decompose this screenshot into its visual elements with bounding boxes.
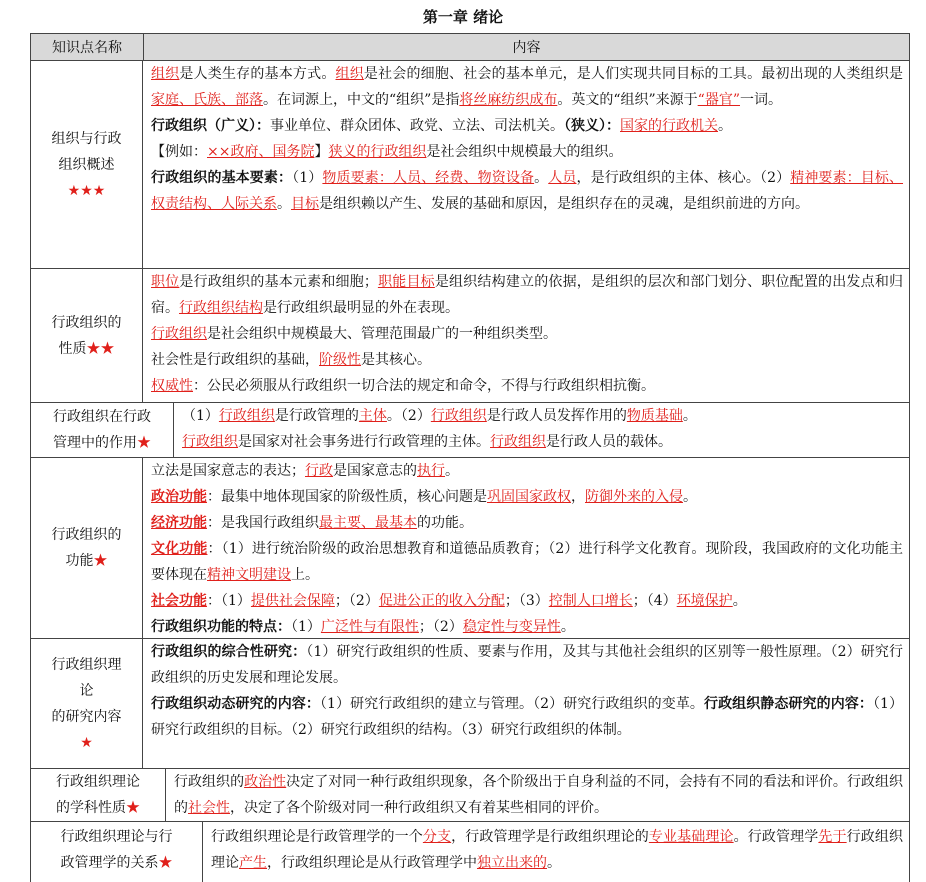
text-segment: 行政组织的基本要素： [151,170,293,186]
text-segment: ：（1） [207,593,251,609]
content-paragraph [151,165,903,217]
text-segment: （1）研究行政组织的建立与管理。（2）研究行政组织的变革。 [319,696,704,712]
text-segment: 是行政人员的载体。 [546,434,672,450]
text-segment: 政管理学的关系 [60,855,159,871]
text-segment: （1） [292,170,323,186]
text-segment: ， [571,489,585,505]
topic-name [31,269,143,402]
star-rating: ★ [93,553,108,569]
header-name-col: 知识点名称 [31,34,144,60]
text-segment: 行政组织理论 [56,774,140,790]
content-paragraph [151,588,903,614]
text-segment: ：是我国行政组织 [207,515,319,531]
text-segment: 行政 [305,463,333,479]
text-segment: 的研究内容 [51,708,122,725]
text-segment: 行政组织 [218,408,275,424]
content-paragraph [151,269,903,321]
text-segment: 主体 [358,408,387,424]
text-segment: 行政组织 [151,326,207,342]
text-segment: 是人类生存的基本方式。 [179,66,336,82]
text-segment: 。行政管理学 [733,829,819,845]
table-header [30,33,910,61]
text-segment: 的学科性质 [56,800,126,816]
text-segment: 功能 [65,553,94,569]
text-segment: 。 [732,593,747,609]
text-segment: 的功能。 [417,515,473,531]
topic-content [143,269,909,402]
text-segment: 行政组织动态研究的内容： [151,696,320,712]
text-segment: 文化功能 [151,541,208,557]
text-segment: 行政组织理 [51,656,122,673]
text-segment: ，是行政组织的主体、核心。（2） [576,170,791,186]
text-segment: 精神文明建设 [207,567,291,583]
text-segment: 决定了对同一种行政组织现象，各个阶级出于自身利益的不同，会持有不同的看法和评价。行政组织的 [174,774,904,816]
text-segment: 论 [79,682,94,699]
topic-content [143,639,909,768]
text-segment: ，决定了各个阶级对同一种行政组织又有着某些相同的评价。 [230,800,608,816]
text-segment: 。 [277,196,291,212]
text-segment: 行政组织（广义）： [151,118,270,134]
text-segment: 组织概述 [58,156,115,173]
text-segment: 组织与行政 [51,130,122,147]
text-segment: 社会性 [188,800,230,816]
star-rating: ★★★ [67,182,106,199]
text-segment: 。 [718,118,732,134]
text-segment: 家庭、氏族、部落 [151,92,263,108]
text-segment: 国家的行政机关 [620,118,718,134]
text-segment: 目标 [291,196,319,212]
text-segment: 巩固国家政权 [487,489,571,505]
text-segment: 行政组织理论是行政管理学的一个 [211,829,423,845]
text-segment: ；（2） [334,593,379,609]
text-segment: 防御外来的入侵 [585,489,683,505]
topic-name [31,403,174,457]
text-segment: 政治性 [244,774,287,790]
page-title: 第一章 绪论 [422,8,504,26]
text-segment: 。 [682,408,697,424]
content-paragraph [151,347,903,373]
text-segment: 管理中的作用 [53,435,137,451]
text-segment: ，行政组织理论是从行政管理学中 [267,855,477,871]
text-segment: 职能目标 [377,274,435,290]
text-segment: 提供社会保障 [250,593,335,609]
text-segment: 物质基础 [626,408,683,424]
text-segment: 职位 [151,274,180,290]
text-segment: 经济功能 [151,515,207,531]
text-segment: 行政组织功能的特点： [151,619,291,635]
content-paragraph [182,429,903,455]
text-segment: 狭义的行政组织 [328,144,427,160]
text-segment: 【例如： [151,144,207,160]
text-segment: 。 [683,489,697,505]
star-rating: ★ [126,800,140,816]
topic-name [31,61,143,268]
text-segment: （1） [291,619,321,635]
text-segment: 。 [445,463,459,479]
text-segment: ；（2） [418,619,463,635]
content-paragraph [151,321,903,347]
text-segment: 专业基础理论 [648,829,734,845]
content-paragraph [151,484,903,510]
text-segment: 物质要素：人员、经费、物资设备 [322,170,535,186]
table-row [30,822,910,882]
text-segment: 精神要素：目标、权责结构、人际关系 [151,170,904,212]
text-segment: 产生 [239,855,267,871]
content-paragraph [151,691,903,743]
topic-name [31,458,143,638]
text-segment: 是国家意志的 [333,463,417,479]
text-segment: 行政组织在行政 [53,409,151,425]
text-segment: 是行政人员发挥作用的 [486,408,627,424]
content-paragraph [174,769,903,821]
text-segment: ××政府、国务院 [207,144,315,160]
text-segment: 行政组织理论 [211,829,903,871]
text-segment: 性质 [58,340,87,357]
text-segment: 是组织赖以产生、发展的基础和原因，是组织存在的灵魂，是组织前进的方向。 [319,196,809,212]
text-segment: 行政组织 [182,434,238,450]
text-segment: 社会功能 [151,593,207,609]
content-paragraph [151,639,903,691]
content-paragraph [151,139,903,165]
topic-name [31,639,143,768]
content-paragraph [151,61,903,113]
content-paragraph [151,113,903,139]
text-segment: 是社会组织中规模最大、管理范围最广的一种组织类型。 [207,326,557,342]
text-segment: ；（3） [504,593,549,609]
text-segment: 行政组织结构 [179,300,263,316]
text-segment: 。 [560,619,575,635]
text-segment: 是组织结构建立的依据，是组织的层次和部门划分、职位配置的出发点和归宿。 [151,274,904,316]
star-rating: ★★ [86,340,115,357]
text-segment: 控制人口增长 [548,593,633,609]
topic-name [31,769,166,821]
text-segment: 执行 [417,463,445,479]
text-segment: 稳定性与变异性 [462,619,561,635]
header-content-col: 内容 [512,40,541,56]
topic-name [31,822,203,882]
text-segment: 行政组织静态研究的内容： [704,696,873,712]
star-rating: ★ [80,734,93,751]
text-segment: （1）研究行政组织的性质、要素与作用，及其与其他社会组织的区别等一般性原理。（2）研究行政组织的历史发展和理论发展。 [151,644,904,686]
star-rating: ★ [158,855,173,871]
text-segment: 行政组织 [430,408,487,424]
text-segment: 行政组织的 [51,314,122,331]
text-segment: 将丝麻纺织成布 [459,92,558,108]
text-segment: 行政组织的综合性研究： [151,644,307,660]
table-row [30,769,910,822]
text-segment: ：（1）进行统治阶级的政治思想教育和道德品质教育；（2）进行科学文化教育。现阶段，我国政府的文化功能主要体现在 [151,541,904,583]
text-segment: 广泛性与有限性 [320,619,419,635]
text-segment: （1）研究行政组织的目标。（2）研究行政组织的结构。（3）研究行政组织的体制。 [151,696,903,738]
text-segment: 是行政管理的 [274,408,359,424]
content-paragraph [151,614,903,639]
text-segment: ；（4） [632,593,677,609]
text-segment: 组织 [151,66,180,82]
text-segment: “器官” [697,92,740,108]
text-segment: 。在词源上，中文的“组织”是指 [263,92,460,108]
table-row [30,403,910,458]
text-segment: 事业单位、群众团体、政党、立法、司法机关。 [270,118,564,134]
text-segment: 。 [547,855,561,871]
text-segment: 上。 [291,567,319,583]
topic-content [143,458,909,638]
text-segment: 行政组织理论与行 [60,829,173,845]
topic-content [143,61,909,268]
text-segment: 是行政组织最明显的外在表现。 [263,300,459,316]
text-segment: 促进公正的收入分配 [378,593,505,609]
text-segment: ，行政管理学是行政组织理论的 [451,829,649,845]
text-segment: 一词。 [739,92,782,108]
topic-content [203,822,909,882]
text-segment: 】 [314,144,329,160]
content-paragraph [182,403,903,429]
content-paragraph [151,458,903,484]
content-paragraph [151,373,903,399]
text-segment: 阶级性 [319,352,361,368]
star-rating: ★ [137,435,151,451]
text-segment: 行政组织 [490,434,546,450]
text-segment: 政治功能 [151,489,207,505]
text-segment: （1） [182,408,219,424]
table-row [30,639,910,769]
content-paragraph [151,510,903,536]
knowledge-table [30,33,910,882]
text-segment: 最主要、最基本 [319,515,417,531]
text-segment: 。 [534,170,549,186]
topic-content [166,769,909,821]
topic-content [174,403,909,457]
text-segment: 是社会组织中规模最大的组织。 [426,144,623,160]
text-segment: 是行政组织的基本元素和细胞； [179,274,378,290]
text-segment: ：公民必须服从行政组织一切合法的规定和命令，不得与行政组织相抗衡。 [193,378,655,394]
text-segment: 权威性 [151,378,193,394]
text-segment: 分支 [422,829,452,845]
text-segment: 行政组织的 [174,774,245,790]
table-row [30,61,910,269]
text-segment: 是社会的细胞、社会的基本单元，是人们实现共同目标的工具。最初出现的人类组织是 [363,66,904,82]
text-segment: 社会性是行政组织的基础， [151,352,319,368]
content-paragraph [211,824,903,876]
text-segment: 先于 [818,829,847,845]
table-row [30,458,910,639]
content-paragraph [151,536,903,588]
text-segment: 是国家对社会事务进行行政管理的主体。 [238,434,490,450]
text-segment: （狭义）： [564,118,620,134]
text-segment: 立法是国家意志的表达； [151,463,305,479]
text-segment: 组织 [335,66,364,82]
text-segment: 环境保护 [676,593,733,609]
text-segment: 行政组织的 [51,527,122,543]
text-segment: 是其核心。 [361,352,431,368]
table-row [30,269,910,403]
text-segment: 。（2） [386,408,431,424]
text-segment: ：最集中地体现国家的阶级性质，核心问题是 [207,489,487,505]
text-segment: 人员 [548,170,577,186]
text-segment: 独立出来的 [477,855,547,871]
text-segment: 。英文的“组织”来源于 [557,92,698,108]
